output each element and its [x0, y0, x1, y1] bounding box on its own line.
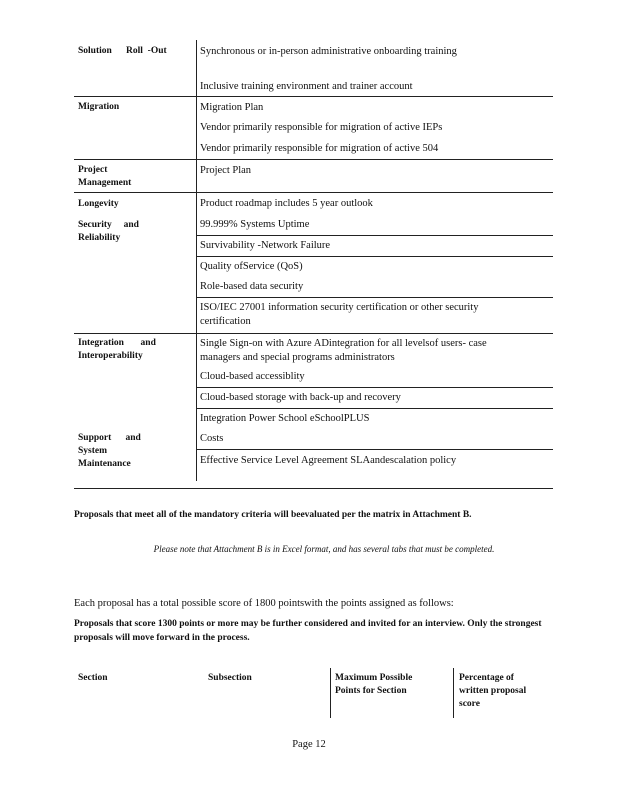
row-rule: [74, 159, 553, 160]
row-label-integration: Integration and Interoperability: [78, 338, 159, 361]
cell-qos: Quality ofService (QoS): [200, 261, 303, 272]
row-rule: [74, 333, 553, 334]
row-rule: [196, 256, 553, 257]
cell-integration-powerschool: Integration Power School eSchoolPLUS: [200, 413, 370, 424]
cell-role-based-security: Role-based data security: [200, 281, 304, 292]
cell-cloud-storage: Cloud-based storage with back-up and recovery: [200, 392, 401, 403]
header-max-points: Maximum Possible Points for Section: [335, 673, 413, 696]
row-rule: [196, 387, 553, 388]
row-rule: [196, 449, 553, 450]
row-label-migration: Migration: [78, 102, 120, 112]
attachment-note: Please note that Attachment B is in Excel format, and has several tabs that must be completed.: [153, 544, 495, 554]
cell-survivability: Survivability -Network Failure: [200, 240, 331, 251]
header-section: Section: [78, 673, 108, 683]
row-label-solution-rollout: Solution Roll -Out: [78, 46, 167, 56]
cell-single-sign-on: Single Sign-on with Azure ADintegration for all levelsof users- case managers and special programs administrators: [200, 338, 487, 363]
cell-iso-certification: ISO/IEC 27001 information security certification or other security certification: [200, 302, 479, 327]
row-rule: [196, 235, 553, 236]
cell-inclusive-training: Inclusive training environment and trainer account: [200, 81, 413, 92]
interview-paragraph: Proposals that score 1300 points or more may be further considered and invited for an interview. Only the strongest proposals will move forward in the process.: [74, 619, 542, 643]
cell-migration-plan: Migration Plan: [200, 102, 264, 113]
row-label-longevity: Longevity: [78, 199, 119, 209]
evaluation-paragraph: Proposals that meet all of the mandatory criteria will beevaluated per the matrix in Attachment B.: [74, 510, 472, 520]
row-rule: [74, 96, 553, 97]
cell-costs: Costs: [200, 433, 224, 444]
cell-migration-ieps: Vendor primarily responsible for migration of active IEPs: [200, 122, 443, 133]
cell-uptime: 99.999% Systems Uptime: [200, 219, 310, 230]
page-number: Page 12: [292, 739, 326, 750]
row-label-support-maintenance: Support and System Maintenance: [78, 433, 144, 469]
row-rule: [196, 297, 553, 298]
cell-cloud-accessibility: Cloud-based accessiblity: [200, 371, 305, 382]
cell-migration-504: Vendor primarily responsible for migration of active 504: [200, 143, 439, 154]
row-rule: [74, 488, 553, 489]
score-table-divider: [453, 668, 454, 718]
cell-sla: Effective Service Level Agreement SLAandescalation policy: [200, 455, 457, 466]
cell-onboarding-training: Synchronous or in-person administrative onboarding training: [200, 46, 457, 57]
row-label-project-management: Project Management: [78, 165, 132, 188]
row-rule: [74, 192, 553, 193]
table-divider: [196, 40, 197, 481]
cell-product-roadmap: Product roadmap includes 5 year outlook: [200, 198, 373, 209]
header-percentage: Percentage of written proposal score: [459, 673, 527, 709]
header-subsection: Subsection: [208, 673, 252, 683]
cell-project-plan: Project Plan: [200, 165, 252, 176]
total-score-paragraph: Each proposal has a total possible score of 1800 pointswith the points assigned as follows:: [74, 598, 454, 609]
row-rule: [196, 408, 553, 409]
score-table-divider: [330, 668, 331, 718]
row-label-security-reliability: Security and Reliability: [78, 220, 142, 243]
